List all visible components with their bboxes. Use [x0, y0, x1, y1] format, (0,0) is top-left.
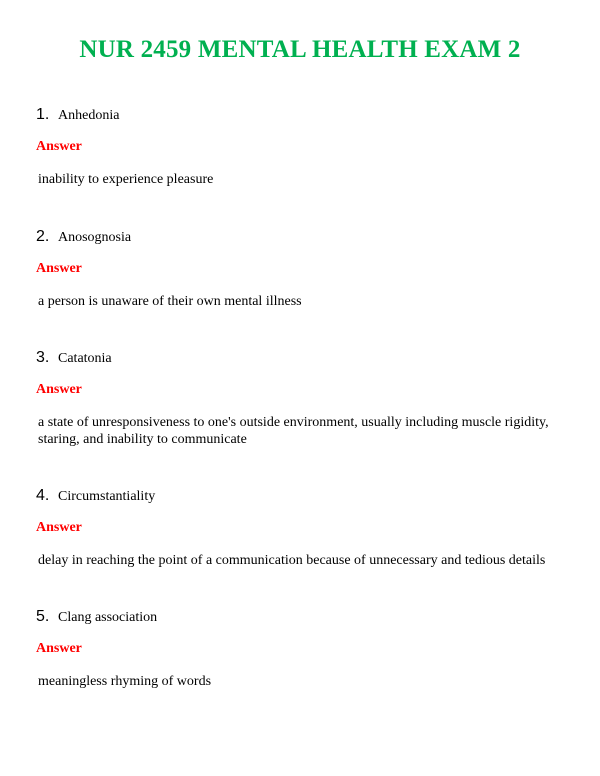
question-term: Catatonia — [58, 351, 112, 366]
question-term: Clang association — [58, 610, 158, 625]
question-item — [36, 608, 556, 689]
question-term: Circumstantiality — [58, 489, 156, 504]
answer-text: meaningless rhyming of words — [38, 674, 212, 689]
question-item — [36, 106, 556, 187]
question-line — [36, 349, 556, 369]
question-line — [36, 608, 556, 628]
answer-label: Answer — [36, 382, 82, 397]
question-line — [36, 487, 556, 507]
question-number: 2. — [36, 228, 50, 245]
question-item — [36, 349, 556, 447]
question-line — [36, 106, 556, 126]
answer-text: a person is unaware of their own mental illness — [38, 294, 302, 309]
answer-text: inability to experience pleasure — [38, 172, 214, 187]
question-number: 3. — [36, 349, 50, 366]
answer-label: Answer — [36, 520, 82, 535]
answer-label: Answer — [36, 261, 82, 276]
question-number: 5. — [36, 608, 50, 625]
question-term: Anhedonia — [58, 108, 120, 123]
question-item — [36, 228, 556, 309]
page-title: NUR 2459 MENTAL HEALTH EXAM 2 — [79, 36, 521, 63]
answer-label: Answer — [36, 641, 82, 656]
question-term: Anosognosia — [58, 230, 132, 245]
answer-text: delay in reaching the point of a communication because of unnecessary and tedious details — [38, 553, 546, 568]
question-item — [36, 487, 556, 568]
question-line — [36, 228, 556, 248]
question-number: 4. — [36, 487, 50, 504]
question-number: 1. — [36, 106, 50, 123]
answer-text: a state of unresponsiveness to one's outside environment, usually including muscle rigidity, staring, and inability to communicate — [38, 415, 549, 447]
answer-label: Answer — [36, 139, 82, 154]
